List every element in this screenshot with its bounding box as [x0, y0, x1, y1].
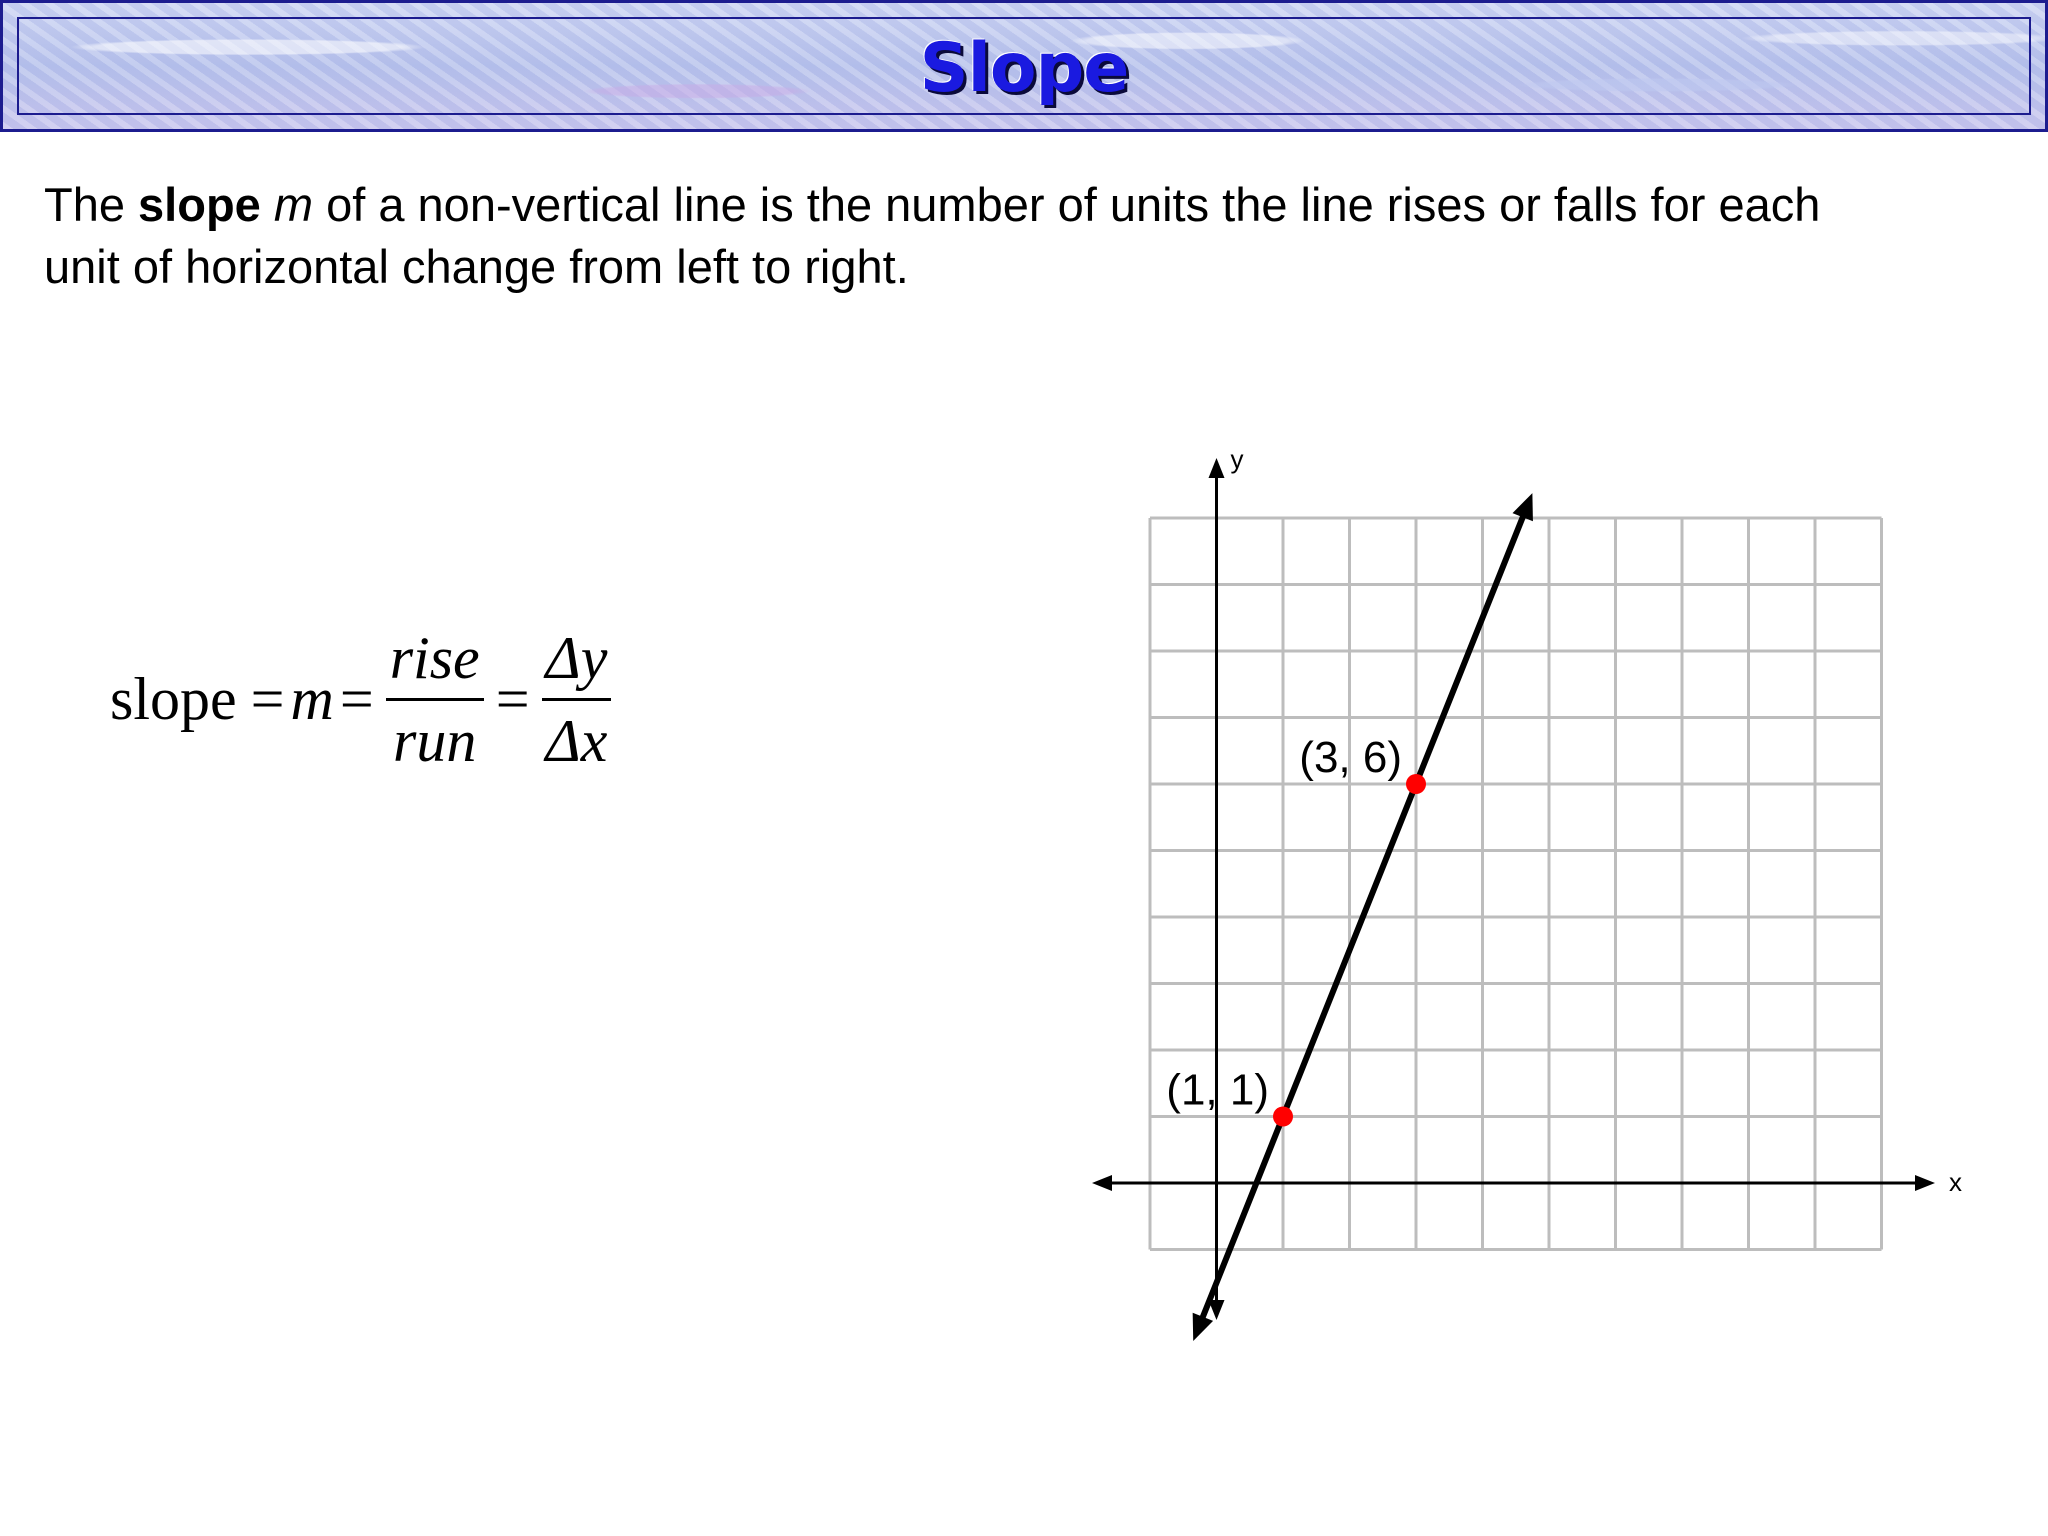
definition-body: of a non-vertical line is the number of units the line rises or falls for each unit of horizontal change from left to right. — [44, 178, 1821, 293]
coordinate-graph — [1080, 440, 1980, 1360]
point-marker — [1273, 1107, 1293, 1127]
x-axis-left-arrow — [1092, 1175, 1112, 1191]
y-axis-label: y — [1230, 444, 1244, 474]
slope-definition — [44, 174, 1864, 298]
formula-slope-word: slope — [110, 666, 237, 732]
slope-line-bottom-arrow — [1193, 1313, 1213, 1341]
point-label: (3, 6) — [1299, 733, 1402, 782]
page-title: Slope — [919, 29, 1129, 108]
point-label: (1, 1) — [1166, 1065, 1269, 1115]
points — [1166, 733, 1426, 1127]
grid — [1150, 518, 1882, 1250]
formula-run: run — [393, 708, 477, 774]
formula-rise: rise — [389, 625, 480, 691]
axes — [1092, 458, 1935, 1320]
formula-delta-x: Δx — [545, 708, 608, 774]
formula-equals-3: = — [495, 666, 530, 732]
definition-space — [261, 178, 274, 231]
title-banner — [0, 0, 2048, 132]
rise-over-run-fraction — [386, 618, 484, 781]
formula-equals-1: = — [250, 666, 285, 732]
definition-prefix: The — [44, 178, 139, 231]
definition-variable: m — [273, 178, 314, 231]
definition-term: slope — [138, 178, 261, 231]
formula-delta-y: Δy — [545, 625, 608, 691]
point-marker — [1406, 774, 1426, 794]
formula-equals-2: = — [339, 666, 374, 732]
formula-m: m — [290, 666, 334, 732]
delta-fraction — [542, 618, 612, 781]
x-axis-label: x — [1949, 1167, 1962, 1197]
x-axis-right-arrow — [1915, 1175, 1935, 1191]
slope-formula — [110, 618, 617, 781]
y-axis-top-arrow — [1209, 458, 1225, 478]
